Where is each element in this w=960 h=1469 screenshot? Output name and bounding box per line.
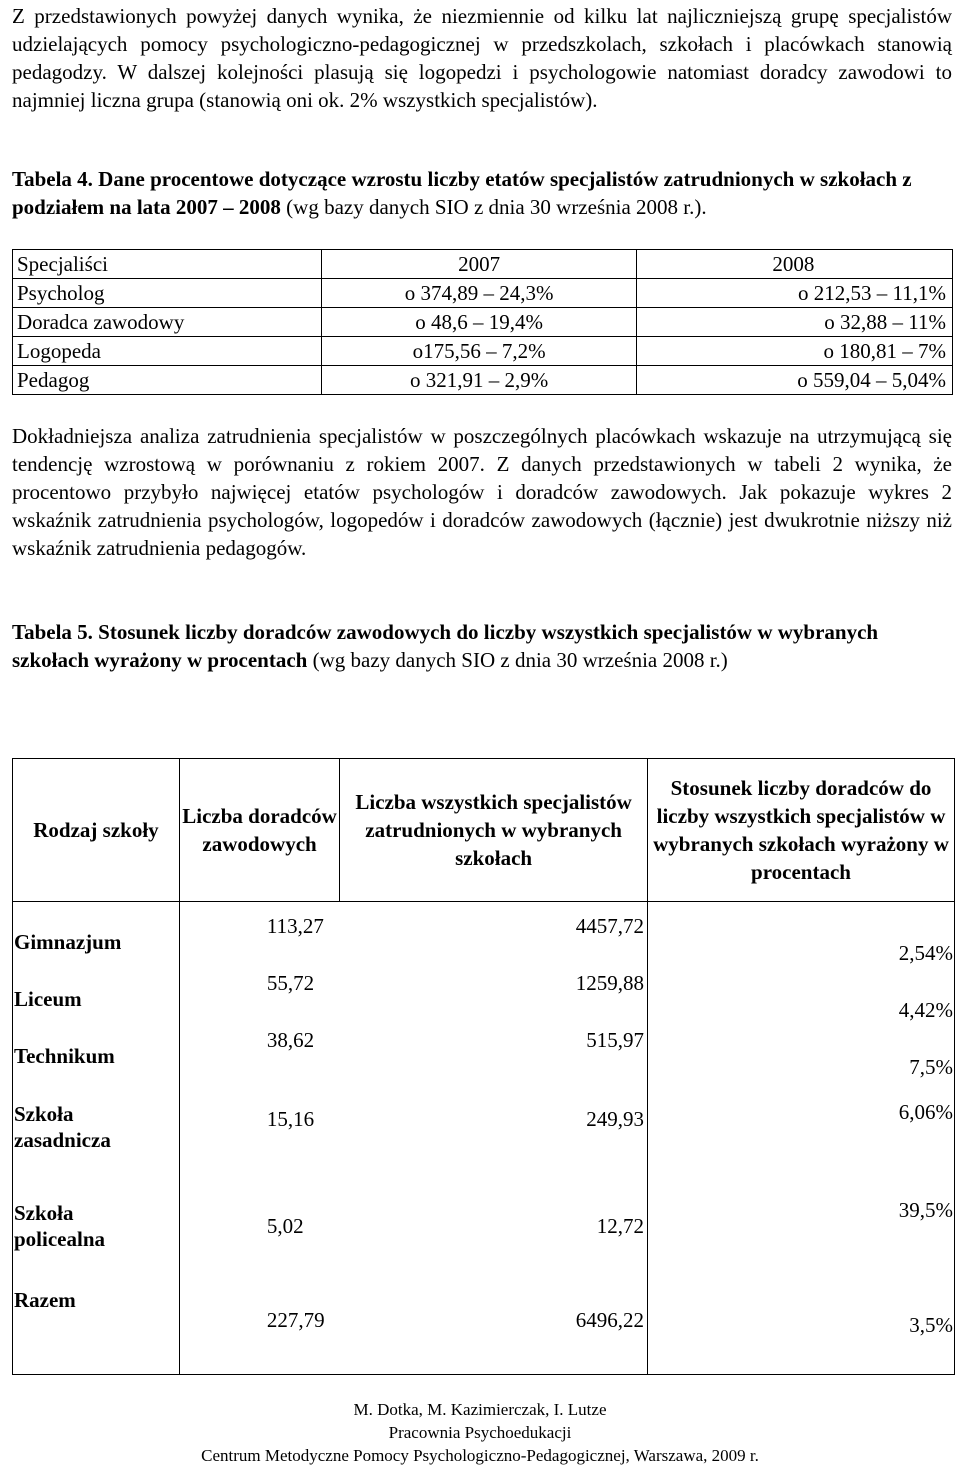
table5-caption-title: Tabela 5. Stosunek liczby doradców zawodowych do liczby wszystkich specjalistów w wybranych szkołach wyrażony w procentach xyxy=(12,620,879,672)
table4-cell: o 180,81 – 7% xyxy=(636,337,952,366)
school-type-label: Szkoła zasadnicza xyxy=(14,1102,111,1152)
advisors-value: 38,62 xyxy=(266,1028,315,1052)
table5-header-cell: Liczba doradców zawodowych xyxy=(179,759,339,902)
school-type-label: Szkoła policealna xyxy=(14,1201,106,1251)
table5-ratios-cell xyxy=(648,902,955,1375)
table5-header-cell: Liczba wszystkich specjalistów zatrudnionych w wybranych szkołach xyxy=(340,759,648,902)
table4-cell: o 32,88 – 11% xyxy=(636,308,952,337)
table4-caption xyxy=(12,165,952,221)
analysis-paragraph: Dokładniejsza analiza zatrudnienia specjalistów w poszczególnych placówkach wskazuje na utrzymującą się tendencję wzrostową w porównaniu z rokiem 2007. Z danych przedstawionych w tabeli 2 wynika, że procentowo przybyło najwięcej etatów psychologów i doradców zawodowych. Jak pokazuje wykres 2 wskaźnik zatrudnienia psychologów, logopedów i doradców zawodowych (łącznie) jest dwukrotnie niższy niż wskaźnik zatrudnienia pedagogów. xyxy=(12,424,952,560)
table5-values-cell xyxy=(179,902,647,1375)
footer-institution: Centrum Metodyczne Pomocy Psychologiczno-Pedagogicznej, Warszawa, 2009 r. xyxy=(201,1446,759,1465)
ratio-value: 39,5% xyxy=(898,1198,953,1222)
school-type-label: Gimnazjum xyxy=(14,930,122,954)
table5-school-types-cell xyxy=(13,902,180,1375)
advisors-value: 15,16 xyxy=(266,1107,315,1131)
table4-header-cell: 2007 xyxy=(322,250,636,279)
page-footer xyxy=(0,1398,960,1467)
specialists-value: 249,93 xyxy=(586,1107,645,1131)
table4 xyxy=(12,249,953,395)
advisors-value: 55,72 xyxy=(266,971,315,995)
table4-header-cell: Specjaliści xyxy=(13,250,322,279)
school-type-label: Liceum xyxy=(14,987,82,1011)
table4-cell: o 212,53 – 11,1% xyxy=(636,279,952,308)
table4-cell: o 321,91 – 2,9% xyxy=(322,366,636,395)
table4-cell: o 559,04 – 5,04% xyxy=(636,366,952,395)
ratio-value: 3,5% xyxy=(909,1313,953,1337)
table4-row xyxy=(13,337,953,366)
specialists-value: 6496,22 xyxy=(575,1308,645,1332)
ratio-value: 2,54% xyxy=(898,941,953,965)
ratio-value: 6,06% xyxy=(898,1100,953,1124)
table5-header-cell: Stosunek liczby doradców do liczby wszystkich specjalistów w wybranych szkołach wyrażony w procentach xyxy=(648,759,955,902)
specialists-value: 12,72 xyxy=(596,1214,645,1238)
table4-cell: Doradca zawodowy xyxy=(13,308,322,337)
table4-header-row xyxy=(13,250,953,279)
table5-header-cell: Rodzaj szkoły xyxy=(13,759,180,902)
table5-body-row xyxy=(13,902,955,1375)
table4-caption-title: Tabela 4. Dane procentowe dotyczące wzrostu liczby etatów specjalistów zatrudnionych w szkołach z podziałem na lata 2007 – 2008 xyxy=(12,167,912,219)
table5-caption xyxy=(12,618,952,674)
advisors-value: 227,79 xyxy=(266,1308,325,1332)
table4-row xyxy=(13,366,953,395)
school-type-label: Razem xyxy=(14,1288,76,1312)
table5-header-row xyxy=(13,759,955,902)
table4-cell: o 48,6 – 19,4% xyxy=(322,308,636,337)
table4-cell: o 374,89 – 24,3% xyxy=(322,279,636,308)
table4-header-cell: 2008 xyxy=(636,250,952,279)
table4-cell: Psycholog xyxy=(13,279,322,308)
advisors-value: 113,27 xyxy=(266,914,324,938)
table5-caption-source: (wg bazy danych SIO z dnia 30 września 2008 r.) xyxy=(307,648,728,672)
specialists-value: 515,97 xyxy=(586,1028,645,1052)
table5 xyxy=(12,758,955,1375)
table4-row xyxy=(13,279,953,308)
table4-row xyxy=(13,308,953,337)
footer-unit: Pracownia Psychoedukacji xyxy=(388,1423,572,1442)
intro-paragraph: Z przedstawionych powyżej danych wynika, że niezmiennie od kilku lat najliczniejszą grupę specjalistów udzielających pomocy psychologiczno-pedagogicznej w przedszkolach, szkołach i placówkach stanowią pedagodzy. W dalszej kolejności plasują się logopedzi i psychologowie natomiast doradcy zawodowi to najmniej liczna grupa (stanowią oni ok. 2% wszystkich specjalistów). xyxy=(12,4,952,112)
table4-caption-source: (wg bazy danych SIO z dnia 30 września 2008 r.). xyxy=(280,195,707,219)
specialists-value: 1259,88 xyxy=(575,971,645,995)
footer-authors: M. Dotka, M. Kazimierczak, I. Lutze xyxy=(353,1400,607,1419)
table4-cell: Pedagog xyxy=(13,366,322,395)
school-type-label: Technikum xyxy=(14,1044,115,1068)
advisors-value: 5,02 xyxy=(266,1214,304,1238)
table4-cell: Logopeda xyxy=(13,337,322,366)
ratio-value: 7,5% xyxy=(909,1055,953,1079)
specialists-value: 4457,72 xyxy=(575,914,645,938)
ratio-value: 4,42% xyxy=(898,998,953,1022)
table4-cell: o175,56 – 7,2% xyxy=(322,337,636,366)
